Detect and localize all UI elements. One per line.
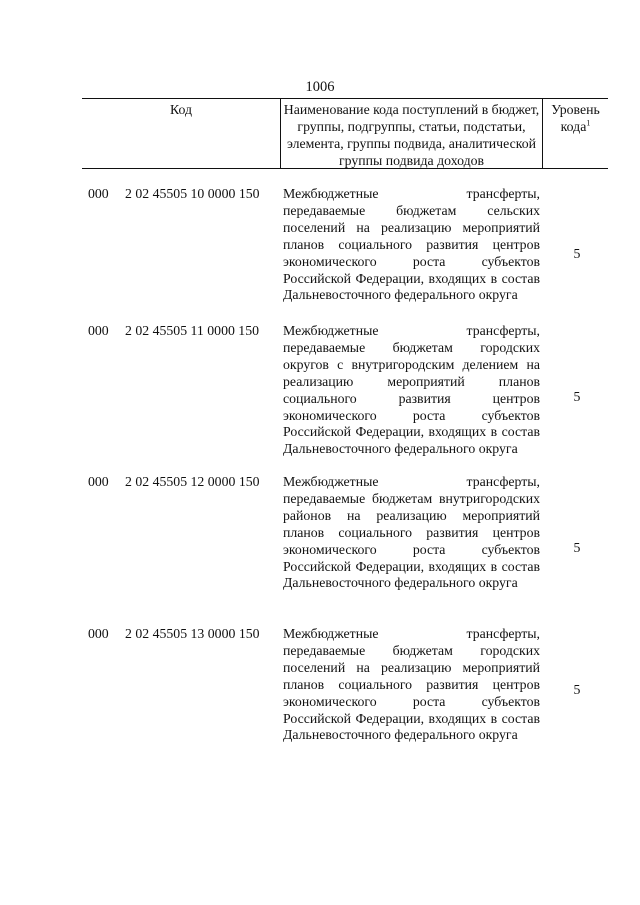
row-admin-code: 000 bbox=[88, 323, 109, 338]
row-admin-code: 000 bbox=[88, 474, 109, 489]
row-level: 5 bbox=[573, 682, 581, 697]
header-level-footnote: 1 bbox=[586, 118, 591, 128]
row-income-name: Межбюджетные трансферты, передаваемые бюджетам внутригородских районов на реализацию мероприятий планов социального развития центров экономического роста субъектов Российской Федерации, входящих в состав Дальневосточного федерального округа bbox=[283, 474, 540, 591]
row-admin-code: 000 bbox=[88, 186, 109, 201]
row-level: 5 bbox=[573, 246, 581, 261]
row-level: 5 bbox=[573, 389, 581, 404]
row-income-code: 2 02 45505 10 0000 150 bbox=[125, 186, 260, 201]
header-name bbox=[281, 99, 543, 168]
table-header bbox=[82, 98, 608, 169]
header-code-label: Код bbox=[169, 102, 193, 117]
row-level: 5 bbox=[573, 540, 581, 555]
row-income-name: Межбюджетные трансферты, передаваемые бюджетам городских поселений на реализацию мероприятий планов социального развития центров экономического роста субъектов Российской Федерации, входящих в состав Дальневосточного федерального округа bbox=[283, 626, 540, 743]
header-code bbox=[82, 99, 281, 168]
row-admin-code: 000 bbox=[88, 626, 109, 641]
page-number: 1006 bbox=[305, 79, 335, 95]
header-level bbox=[543, 99, 608, 168]
header-level-label: Уровень кода bbox=[551, 102, 600, 134]
row-income-code: 2 02 45505 12 0000 150 bbox=[125, 474, 260, 489]
row-income-name: Межбюджетные трансферты, передаваемые бюджетам городских округов с внутригородским делением на реализацию мероприятий планов социального развития центров экономического роста субъектов Российской Федерации, входящих в состав Дальневосточного федерального округа bbox=[283, 323, 540, 457]
row-income-name: Межбюджетные трансферты, передаваемые бюджетам сельских поселений на реализацию мероприятий планов социального развития центров экономического роста субъектов Российской Федерации, входящих в состав Дальневосточного федерального округа bbox=[283, 186, 540, 303]
row-income-code: 2 02 45505 11 0000 150 bbox=[125, 323, 260, 338]
row-income-code: 2 02 45505 13 0000 150 bbox=[125, 626, 260, 641]
header-name-label: Наименование кода поступлений в бюджет, группы, подгруппы, статьи, подстатьи, элемента, группы подвида, аналитической группы подвида доходов bbox=[283, 102, 540, 168]
